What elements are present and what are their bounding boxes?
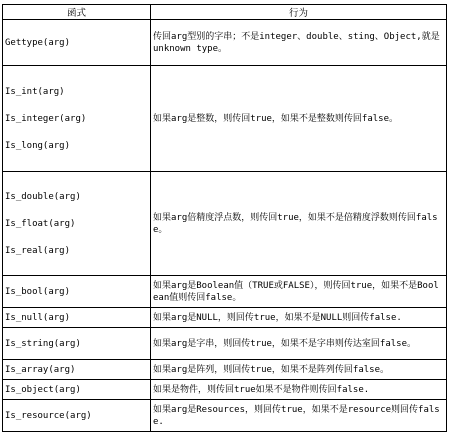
function-name: Is_bool(arg)	[5, 286, 71, 297]
table-row	[3, 172, 447, 276]
behavior-cell	[151, 400, 447, 432]
function-cell	[3, 276, 151, 308]
behavior-cell	[151, 172, 447, 276]
function-cell	[3, 380, 151, 400]
function-cell	[3, 66, 151, 172]
behavior-cell	[151, 380, 447, 400]
function-cell	[3, 308, 151, 328]
behavior-cell	[151, 276, 447, 308]
table-row	[3, 400, 447, 432]
behavior-cell	[151, 20, 447, 66]
function-cell	[3, 172, 151, 276]
behavior-cell	[151, 66, 447, 172]
function-name: Is_object(arg)	[5, 384, 81, 395]
behavior-text: 如果arg是阵列，则回传true，如果不是阵列传回false。	[153, 364, 390, 375]
behavior-text: 如果arg倍精度浮点数，则传回true，如果不是倍精度浮数则传回false。	[153, 212, 438, 235]
function-cell	[3, 400, 151, 432]
function-cell	[3, 360, 151, 380]
function-name: Is_float(arg)	[5, 218, 76, 229]
function-name: Is_resource(arg)	[5, 410, 92, 421]
behavior-text: 如果arg是Resources，则回传true，如果不是resource则回传false.	[153, 404, 440, 427]
header-behavior: 行为	[151, 5, 447, 20]
table-row	[3, 360, 447, 380]
function-name: Is_int(arg)	[5, 86, 65, 97]
behavior-text: 如果arg是NULL，则回传true，如果不是NULL则回传false.	[153, 312, 402, 323]
function-cell	[3, 20, 151, 66]
function-name: Is_null(arg)	[5, 312, 71, 323]
table-header-row	[3, 5, 447, 20]
table-row	[3, 66, 447, 172]
behavior-cell	[151, 360, 447, 380]
behavior-text: 如果arg是Boolean值（TRUE或FALSE），则传回true，如果不是Boolean值则传回false。	[153, 280, 439, 303]
function-name: Gettype(arg)	[5, 37, 71, 48]
table-row	[3, 20, 447, 66]
behavior-text: 传回arg型别的字串；不是integer、double、sting、Object,就是unknown type。	[153, 31, 440, 54]
header-function: 函式	[3, 5, 151, 20]
function-name: Is_integer(arg)	[5, 113, 87, 124]
table-row	[3, 276, 447, 308]
behavior-text: 如果arg是字串，则回传true，如果不是字串则传达室回false。	[153, 338, 417, 349]
table-row	[3, 328, 447, 360]
behavior-cell	[151, 328, 447, 360]
behavior-text: 如果是物件，则传回true如果不是物件则传回false.	[153, 384, 370, 395]
function-behavior-table	[2, 4, 447, 432]
function-cell	[3, 328, 151, 360]
function-name: Is_double(arg)	[5, 191, 81, 202]
function-name: Is_real(arg)	[5, 245, 71, 256]
table-row	[3, 308, 447, 328]
function-name: Is_long(arg)	[5, 140, 71, 151]
behavior-cell	[151, 308, 447, 328]
table-row	[3, 380, 447, 400]
function-name: Is_array(arg)	[5, 364, 76, 375]
function-name: Is_string(arg)	[5, 338, 81, 349]
behavior-text: 如果arg是整数，则传回true，如果不是整数则传回false。	[153, 113, 399, 124]
